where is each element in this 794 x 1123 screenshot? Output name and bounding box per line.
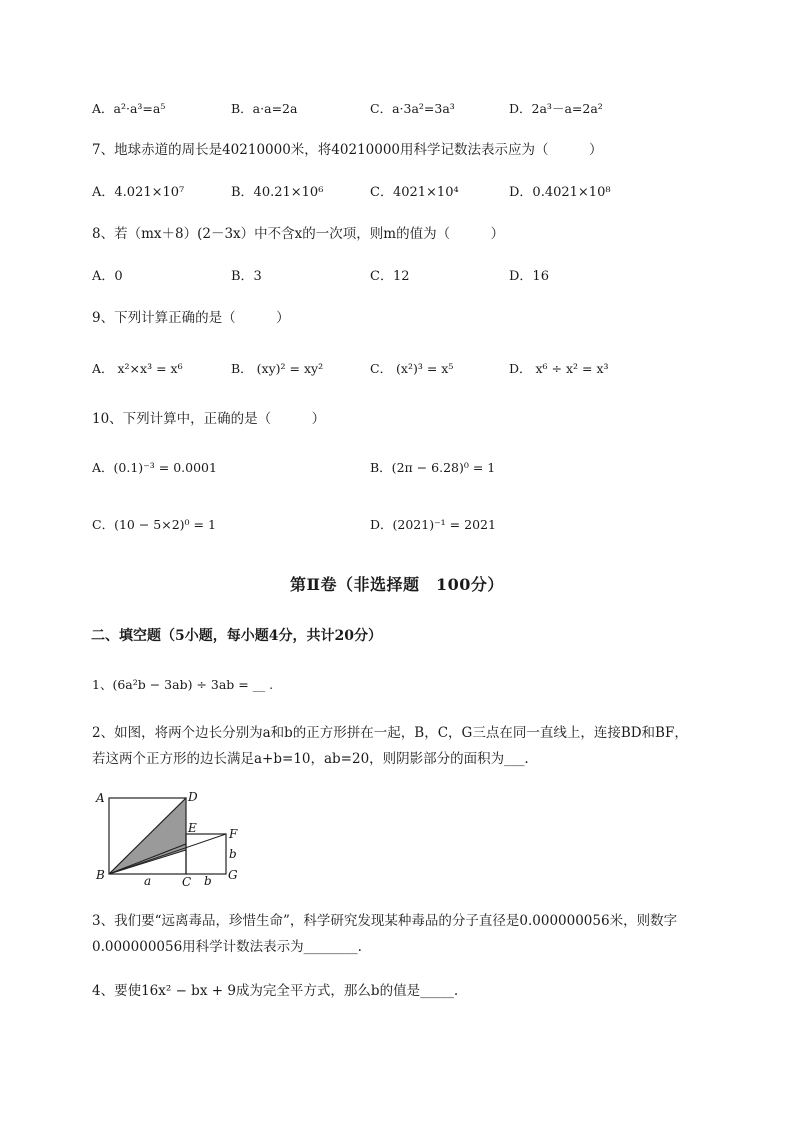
fill-q1: 1、(6a²b − 3ab) ÷ 3ab = __ . — [92, 677, 274, 692]
q7-option-a: A．4.021×10⁷ — [92, 185, 185, 200]
q7-option-b: B．40.21×10⁶ — [231, 185, 324, 200]
q9-option-d: D． x⁶ ÷ x² = x³ — [509, 361, 609, 376]
label-b-vertex: B — [96, 868, 105, 882]
small-square — [186, 834, 226, 874]
label-g-vertex: G — [228, 868, 238, 882]
section-title: 第Ⅱ卷（非选择题 100分） — [290, 575, 504, 594]
q9-option-a: A． x²×x³ = x⁶ — [92, 361, 183, 376]
label-d-vertex: D — [188, 790, 198, 804]
fill-q3-line1: 3、我们要“远离毒品，珍惜生命”，科学研究发现某种毒品的分子直径是0.000000056米，则数字 — [92, 913, 678, 929]
part2-heading: 二、填空题（5小题，每小题4分，共计20分） — [91, 628, 382, 644]
fill-q3-line2: 0.000000056用科学计数法表示为________. — [92, 939, 362, 955]
q8-stem: 8、若（mx＋8）(2－3x）中不含x的一次项，则m的值为（ ） — [92, 226, 505, 242]
label-side-b-right: b — [229, 847, 237, 861]
q9-stem: 9、下列计算正确的是（ ） — [92, 310, 290, 326]
q10-option-d: D．(2021)⁻¹ = 2021 — [370, 517, 496, 532]
q10-option-a: A．(0.1)⁻³ = 0.0001 — [92, 460, 217, 475]
q8-option-a: A．0 — [92, 269, 123, 284]
label-c-vertex: C — [182, 875, 192, 888]
squares-figure — [92, 788, 252, 888]
label-f-vertex: F — [229, 827, 238, 841]
q6-option-d: D．2a³－a=2a² — [509, 101, 603, 116]
q6-option-c: C．a·3a²=3a³ — [370, 101, 455, 116]
q6-option-a: A．a²·a³=a⁵ — [92, 101, 166, 116]
q8-option-c: C．12 — [370, 269, 410, 284]
q10-option-c: C．(10 − 5×2)⁰ = 1 — [92, 517, 216, 532]
label-e-vertex: E — [188, 821, 197, 835]
q7-option-c: C．4021×10⁴ — [370, 185, 459, 200]
q9-option-c: C． (x²)³ = x⁵ — [370, 361, 454, 376]
label-side-a: a — [144, 874, 152, 888]
q8-option-d: D．16 — [509, 269, 549, 284]
q8-option-b: B．3 — [231, 269, 262, 284]
fill-q2-line2: 若这两个正方形的边长满足a+b=10，ab=20，则阴影部分的面积为___. — [92, 751, 529, 767]
q6-option-b: B．a·a=2a — [231, 101, 298, 116]
q9-option-b: B． (xy)² = xy² — [231, 361, 324, 376]
label-side-b-bottom: b — [204, 874, 212, 888]
q10-option-b: B．(2π − 6.28)⁰ = 1 — [370, 460, 496, 475]
q7-option-d: D．0.4021×10⁸ — [509, 185, 611, 200]
q10-stem: 10、下列计算中，正确的是（ ） — [92, 411, 326, 427]
label-a-vertex: A — [96, 791, 105, 805]
q7-stem: 7、地球赤道的周长是40210000米，将40210000用科学记数法表示应为（ ） — [92, 142, 603, 158]
fill-q2-line1: 2、如图，将两个边长分别为a和b的正方形拼在一起，B，C，G三点在同一直线上，连接BD和BF， — [92, 725, 688, 741]
fill-q4: 4、要使16x² − bx + 9成为完全平方式，那么b的值是_____. — [92, 983, 459, 999]
